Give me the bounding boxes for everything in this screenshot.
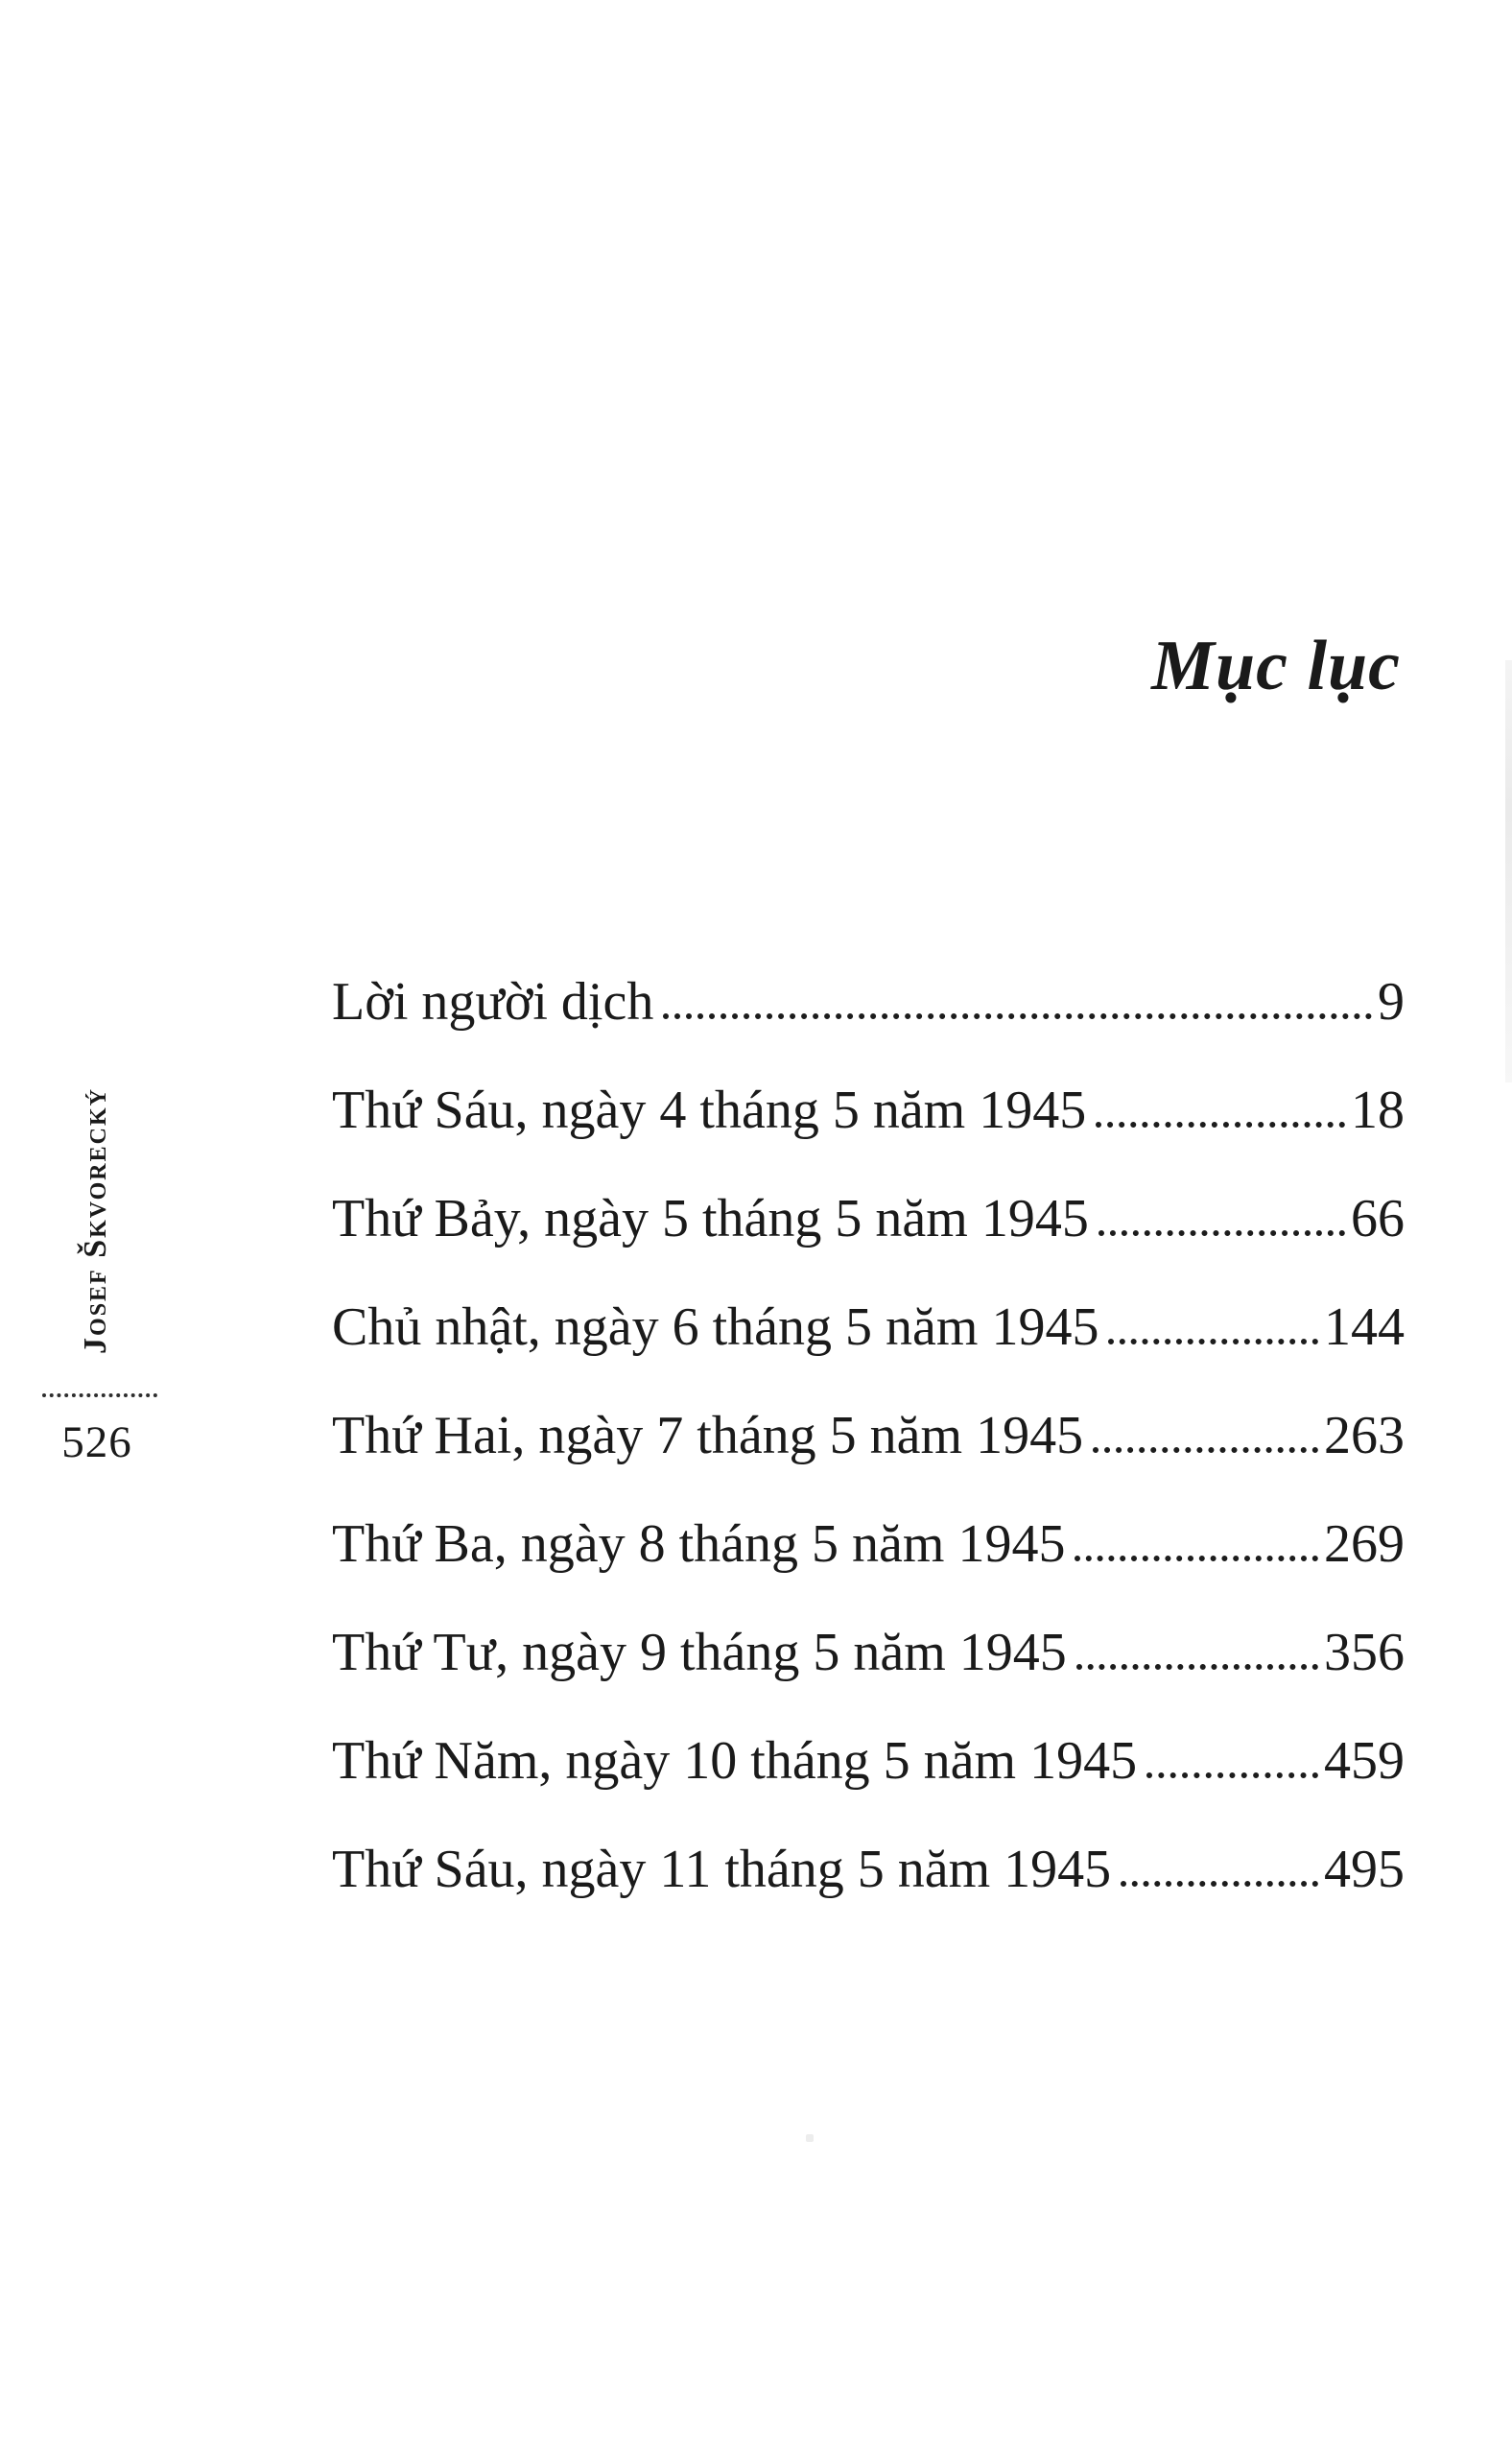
toc-list [332,948,1405,1924]
toc-entry-page-number: 9 [1378,972,1405,1032]
toc-entry [332,1165,1405,1273]
toc-entry-page-number: 66 [1351,1189,1405,1248]
toc-entry [332,1273,1405,1382]
dot-leader [1099,1221,1345,1236]
toc-entry-page-number: 495 [1324,1840,1405,1899]
dot-leader [1108,1329,1318,1344]
page-title: Mục lục [1151,627,1401,705]
toc-entry-page-number: 144 [1324,1297,1405,1357]
toc-entry [332,1707,1405,1816]
dot-leader [1093,1438,1318,1453]
toc-entry-label: Thứ Năm, ngày 10 tháng 5 năm 1945 [332,1731,1138,1791]
toc-entry [332,1490,1405,1599]
toc-entry [332,948,1405,1057]
toc-entry-label: Thứ Tư, ngày 9 tháng 5 năm 1945 [332,1623,1067,1682]
toc-entry-label: Thứ Sáu, ngày 11 tháng 5 năm 1945 [332,1840,1112,1899]
dot-leader [663,1004,1372,1019]
spine-dotted-rule [42,1393,157,1397]
spine-author-name: Josef Škvorecký [78,1087,113,1354]
scan-speck [806,2134,814,2142]
toc-entry-label: Thứ Hai, ngày 7 tháng 5 năm 1945 [332,1406,1084,1465]
toc-entry-page-number: 269 [1324,1514,1405,1574]
dot-leader [1075,1546,1318,1561]
spine-folio-number: 526 [61,1417,132,1467]
toc-entry-label: Chủ nhật, ngày 6 tháng 5 năm 1945 [332,1297,1099,1357]
toc-entry [332,1057,1405,1165]
toc-entry-page-number: 18 [1351,1081,1405,1140]
dot-leader [1121,1871,1318,1887]
toc-entry [332,1382,1405,1490]
dot-leader [1096,1112,1345,1128]
toc-entry-page-number: 356 [1324,1623,1405,1682]
toc-entry-label: Lời người dịch [332,972,654,1032]
toc-entry-label: Thứ Sáu, ngày 4 tháng 5 năm 1945 [332,1081,1087,1140]
toc-entry [332,1816,1405,1924]
dot-leader [1076,1654,1318,1670]
toc-entry-page-number: 263 [1324,1406,1405,1465]
toc-entry-label: Thứ Ba, ngày 8 tháng 5 năm 1945 [332,1514,1066,1574]
scan-edge-shadow [1505,660,1512,1082]
toc-entry [332,1599,1405,1707]
toc-entry-page-number: 459 [1324,1731,1405,1791]
dot-leader [1146,1763,1318,1778]
toc-entry-label: Thứ Bảy, ngày 5 tháng 5 năm 1945 [332,1189,1089,1248]
